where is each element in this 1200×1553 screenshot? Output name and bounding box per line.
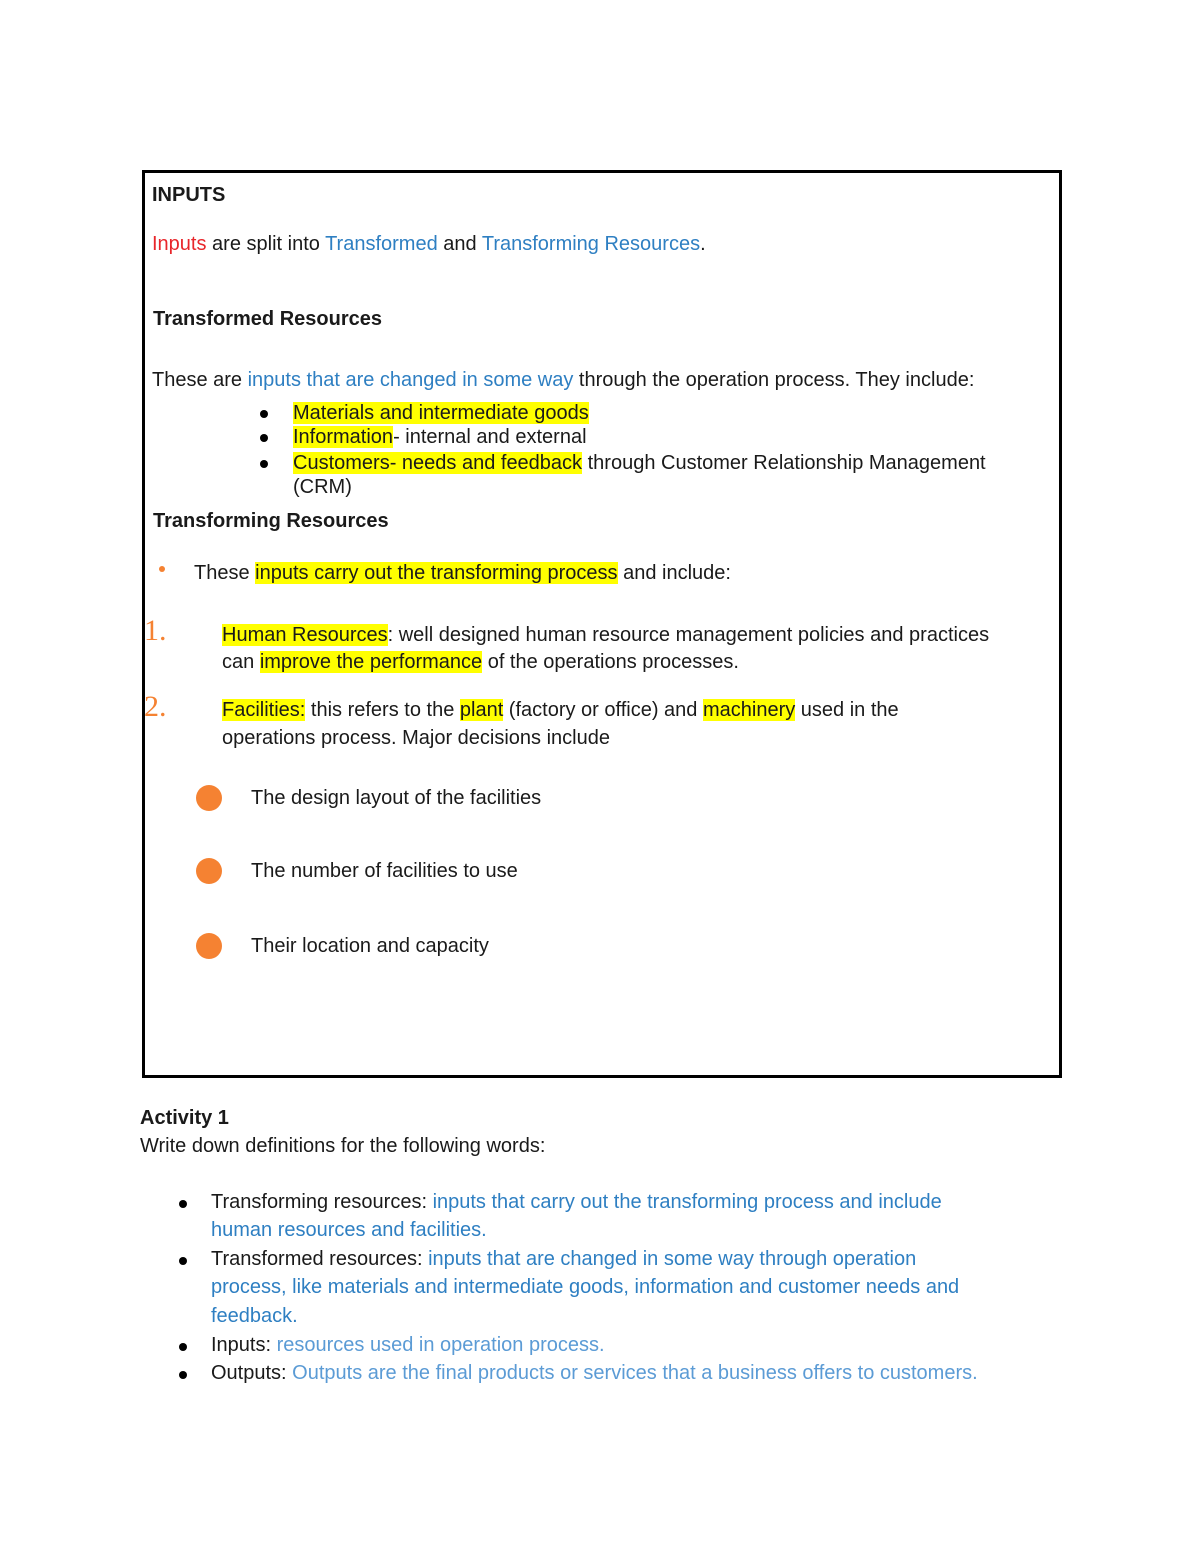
bullet-icon — [260, 410, 268, 418]
bullet-icon — [179, 1200, 187, 1208]
bullet-icon — [159, 566, 165, 572]
transformed-item-1: Materials and intermediate goods — [293, 402, 589, 424]
activity-item-1: Transforming resources: inputs that carry out the transforming process and include — [211, 1191, 942, 1213]
transformed-item-3: Customers- needs and feedback through Customer Relationship Management — [293, 452, 986, 474]
human-resources-line2: can improve the performance of the operations processes. — [222, 651, 739, 673]
activity-item-2-cont: process, like materials and intermediate goods, information and customer needs and — [211, 1276, 960, 1298]
inputs-intro: Inputs are split into Transformed and Transforming Resources. — [152, 233, 706, 255]
number-2: 2. — [144, 690, 167, 723]
transforming-heading: Transforming Resources — [153, 510, 389, 532]
activity-instruction: Write down definitions for the following words: — [140, 1135, 546, 1157]
transformed-heading: Transformed Resources — [153, 308, 382, 330]
decision-item: Their location and capacity — [251, 935, 489, 957]
orange-bullet-icon — [196, 785, 222, 811]
decision-item: The design layout of the facilities — [251, 787, 542, 809]
bullet-icon — [179, 1257, 187, 1265]
facilities-line1: Facilities: this refers to the plant (factory or office) and machinery used in the — [222, 699, 899, 721]
orange-bullet-icon — [196, 933, 222, 959]
decision-item: The number of facilities to use — [251, 860, 518, 882]
inputs-heading: INPUTS — [152, 184, 226, 206]
transformed-item-3-cont: (CRM) — [293, 476, 352, 498]
human-resources-line1: Human Resources: well designed human resource management policies and practices — [222, 624, 990, 646]
activity-item-2: Transformed resources: inputs that are changed in some way through operation — [211, 1248, 917, 1270]
bullet-icon — [260, 460, 268, 468]
activity-item-3: Inputs: resources used in operation process. — [211, 1334, 605, 1356]
bullet-icon — [260, 434, 268, 442]
transformed-sentence: These are inputs that are changed in some way through the operation process. They include: — [152, 369, 975, 391]
orange-bullet-icon — [196, 858, 222, 884]
number-1: 1. — [144, 614, 167, 647]
activity-item-4: Outputs: Outputs are the final products or services that a business offers to customers. — [211, 1362, 978, 1384]
activity-item-1-cont: human resources and facilities. — [211, 1219, 487, 1241]
facilities-line2: operations process. Major decisions include — [222, 727, 610, 749]
bullet-icon — [179, 1371, 187, 1379]
transforming-sentence: These inputs carry out the transforming process and include: — [194, 562, 731, 584]
activity-item-2-cont2: feedback. — [211, 1305, 298, 1327]
bullet-icon — [179, 1343, 187, 1351]
transformed-item-2: Information- internal and external — [293, 426, 587, 448]
activity-title: Activity 1 — [140, 1107, 229, 1129]
